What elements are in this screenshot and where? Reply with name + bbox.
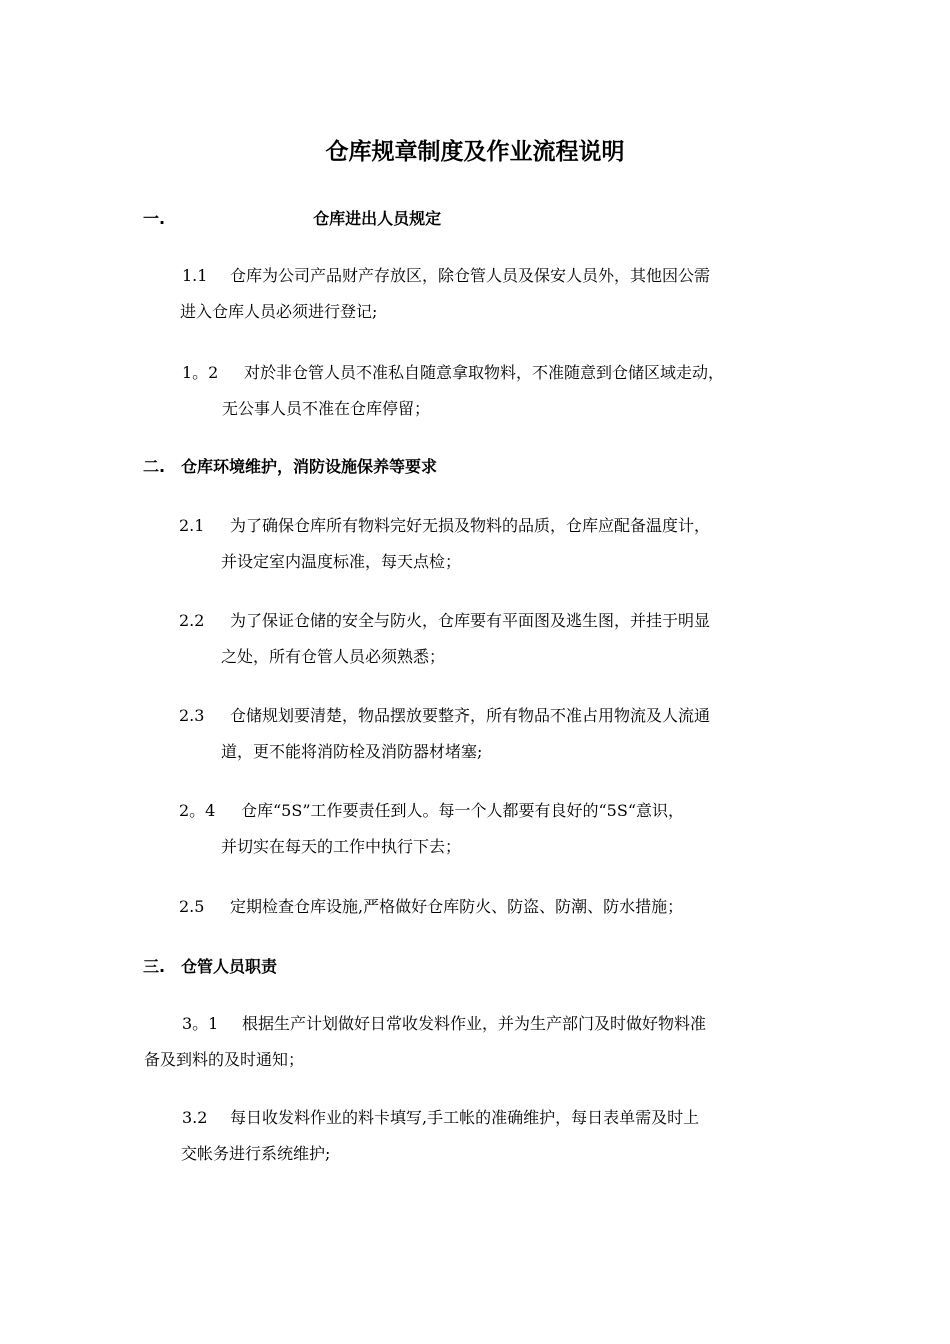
clause-text-line2: 交帐务进行系统维护; [181,1144,331,1163]
clause-text-line2: 备及到料的及时通知； [144,1050,305,1069]
section-title: 仓库环境维护，消防设施保养等要求 [181,457,438,476]
section-heading-1 [143,206,441,232]
clause-text-line1: 为了保证仓储的安全与防火，仓库要有平面图及逃生图，并挂于明显 [230,611,711,630]
clause-number: 2.5 [179,897,205,916]
section-heading-2 [143,454,437,480]
clause-2-1 [179,508,710,580]
clause-text-line1: 为了确保仓库所有物料完好无损及物料的品质，仓库应配备温度计， [230,516,711,535]
clause-1-2 [182,355,724,427]
section-number: 三. [143,957,166,976]
clause-text-line2: 并设定室内温度标准，每天点检； [221,552,462,571]
clause-text-line2: 进入仓库人员必须进行登记; [180,302,378,321]
clause-text-line2: 无公事人员不准在仓库停留； [222,399,431,418]
clause-text-line1: 仓库“5S”工作要责任到人。每一个人都要有良好的“5S“意识， [241,801,685,820]
clause-number: 2。4 [179,801,216,820]
clause-1-1 [182,258,710,330]
clause-number: 1。2 [182,363,219,382]
clause-number: 2.2 [179,611,205,630]
clause-3-2 [182,1100,699,1172]
clause-number: 3.2 [182,1108,208,1127]
clause-2-2 [179,603,710,675]
clause-2-4 [179,793,684,865]
clause-number: 1.1 [182,266,208,285]
section-title: 仓管人员职责 [181,957,278,976]
clause-text-line1: 定期检查仓库设施,严格做好仓库防火、防盗、防潮、防水措施； [230,897,684,916]
clause-number: 2.3 [179,706,205,725]
clause-2-5 [179,889,683,925]
section-number: 一. [143,209,166,228]
clause-text-line1: 对於非仓管人员不准私自随意拿取物料，不准随意到仓储区域走动， [244,363,725,382]
clause-text-line1: 仓储规划要清楚，物品摆放要整齐，所有物品不准占用物流及人流通 [230,706,711,725]
clause-text-line2: 道，更不能将消防栓及消防器材堵塞; [221,742,483,761]
section-heading-3 [143,954,277,980]
clause-text-line1: 仓库为公司产品财产存放区，除仓管人员及保安人员外，其他因公需 [230,266,711,285]
document-title: 仓库规章制度及作业流程说明 [325,139,625,165]
section-number: 二. [143,457,166,476]
clause-text-line2: 之处，所有仓管人员必须熟悉； [221,647,446,666]
clause-3-1 [144,1006,707,1078]
clause-text-line1: 根据生产计划做好日常收发料作业，并为生产部门及时做好物料准 [242,1014,707,1033]
clause-2-3 [179,698,710,770]
clause-number: 3。1 [182,1014,219,1033]
clause-text-line2: 并切实在每天的工作中执行下去； [221,837,462,856]
section-title: 仓库进出人员规定 [313,209,442,228]
clause-text-line1: 每日收发料作业的料卡填写,手工帐的准确维护，每日表单需及时上 [230,1108,700,1127]
clause-number: 2.1 [179,516,205,535]
